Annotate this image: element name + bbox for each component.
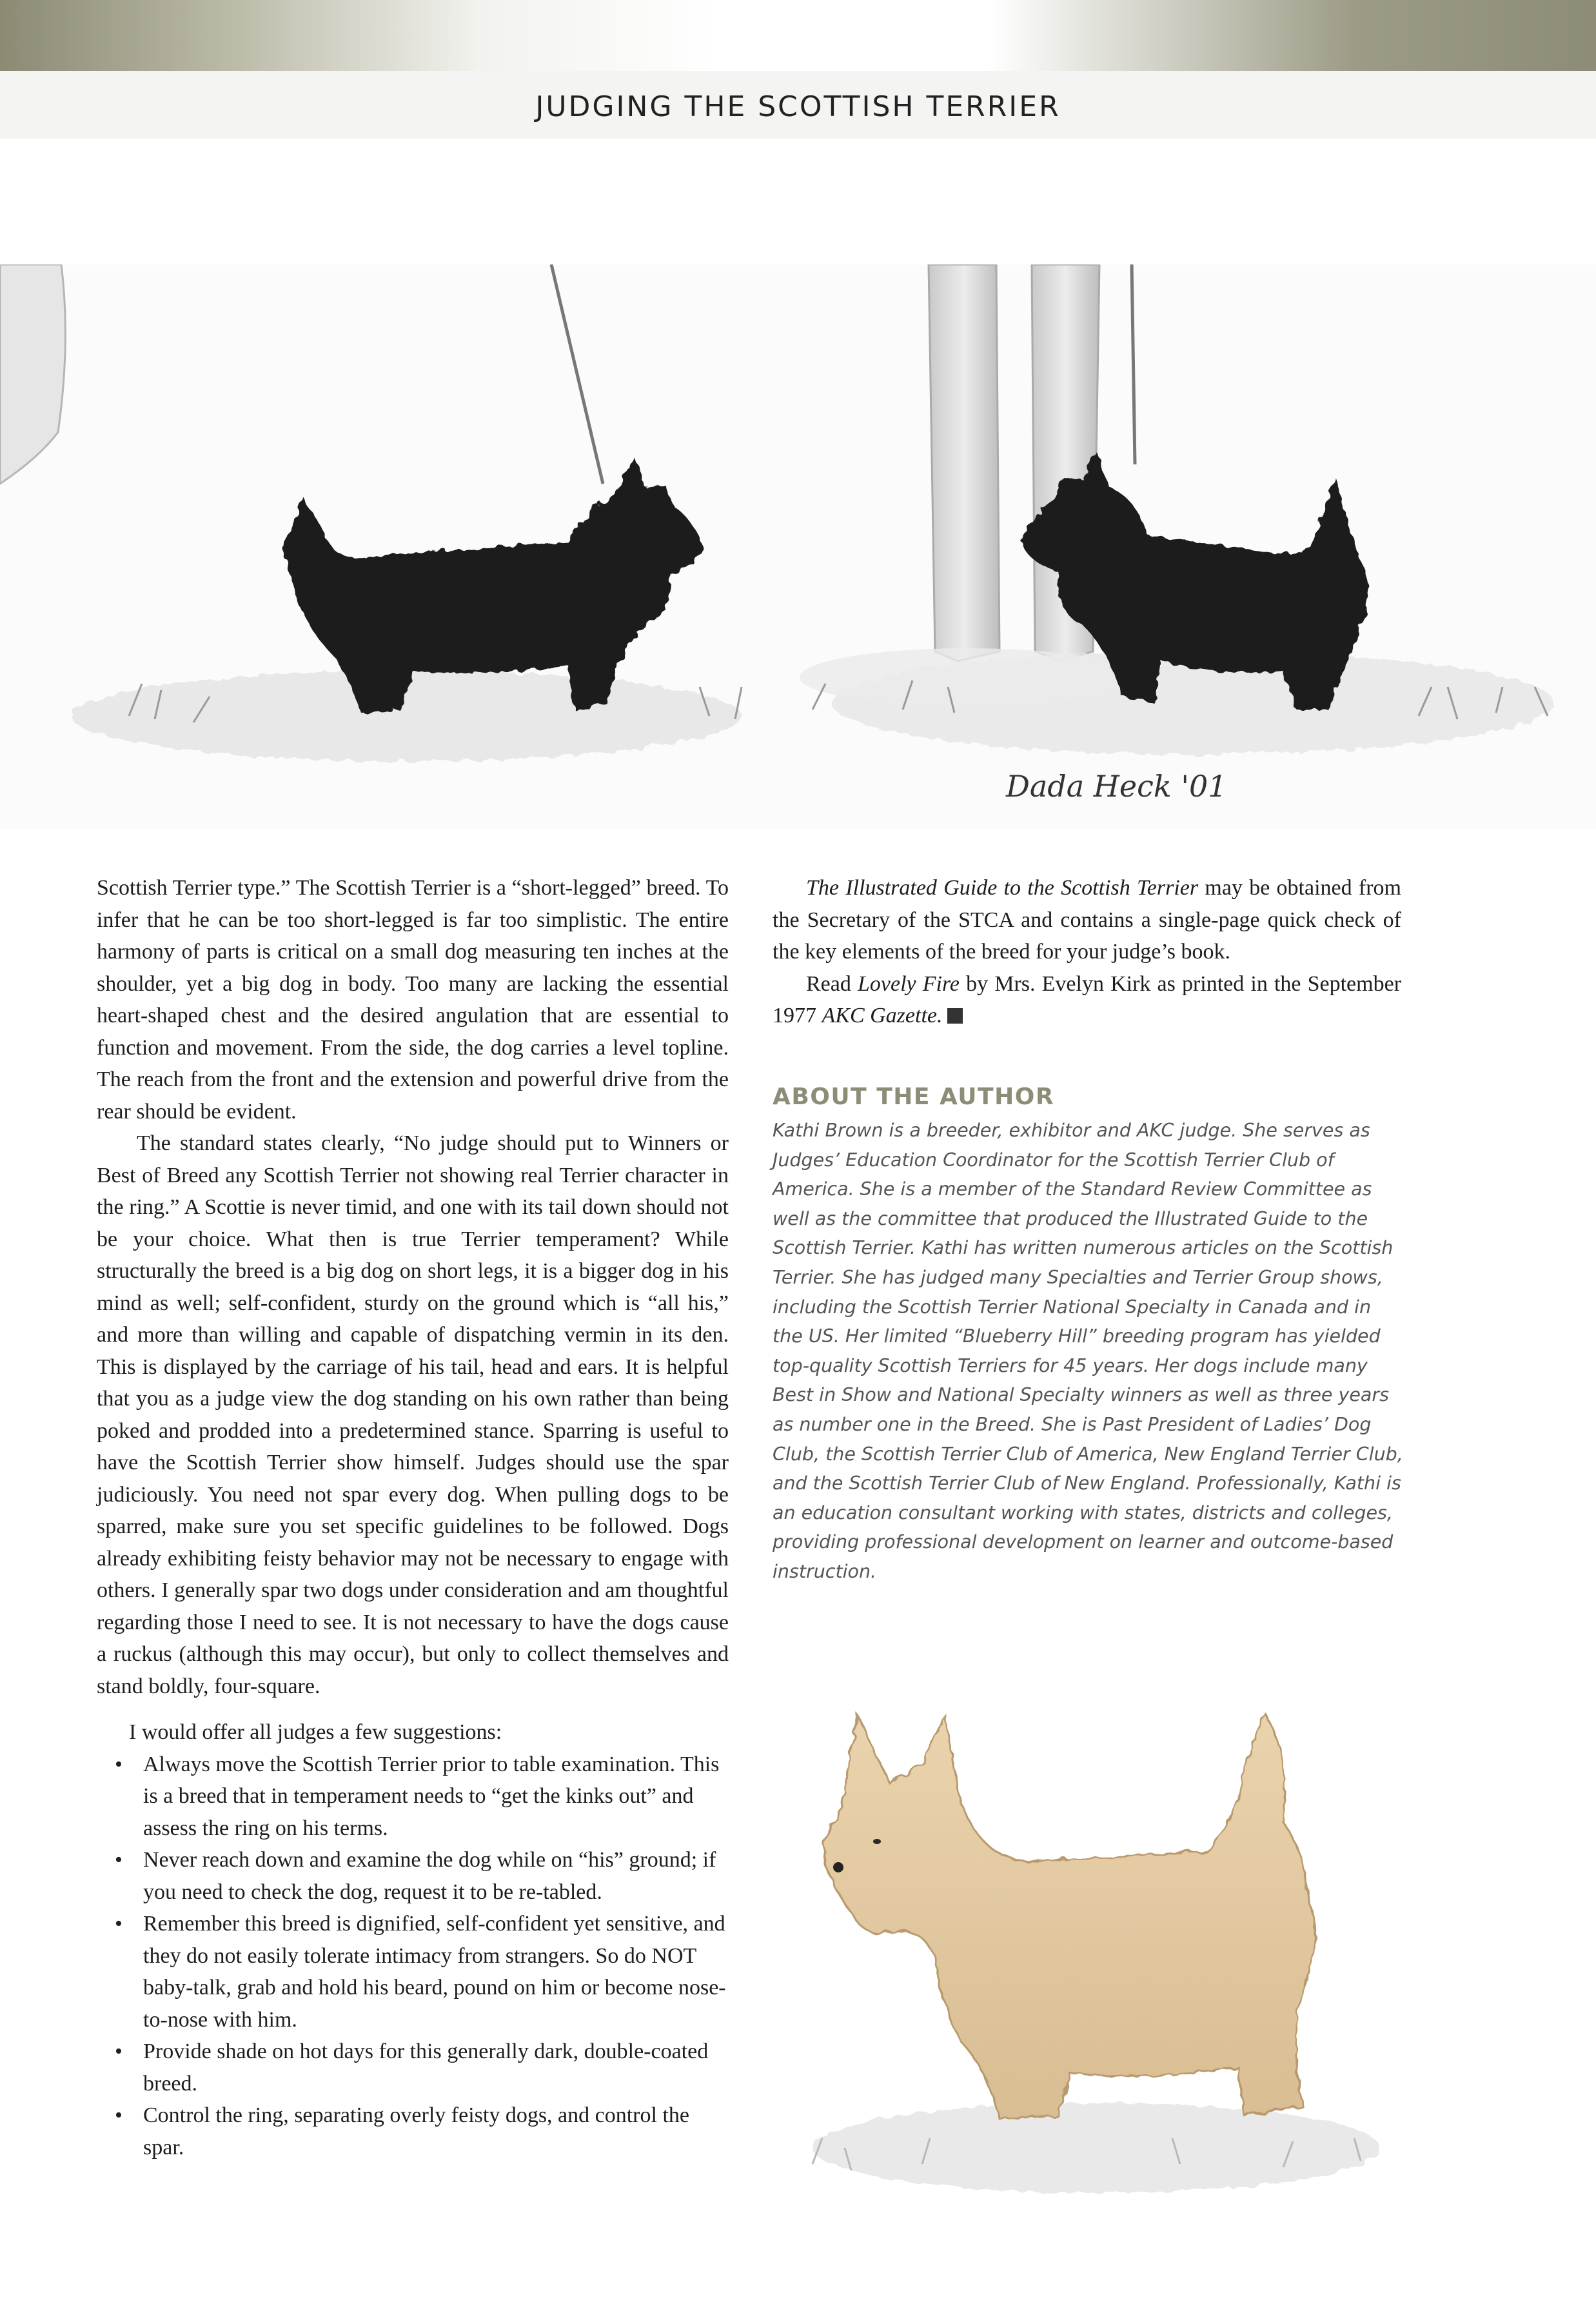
running-head: JUDGING THE SCOTTISH TERRIER xyxy=(535,90,1061,123)
wheaten-scottie xyxy=(824,1712,1314,2119)
bullet: • xyxy=(115,1752,123,1776)
bullet: • xyxy=(115,2103,123,2127)
list-item: • Always move the Scottish Terrier prior to table examination. This is a breed that in temperament needs to “get the kinks out” and assess the ring on his terms. xyxy=(143,1749,729,1845)
lead-right xyxy=(1132,264,1135,464)
list-item: • Never reach down and examine the dog while on “his” ground; if you need to check the dog, request it to be re-tabled. xyxy=(143,1844,729,1908)
about-author-bio: Kathi Brown is a breeder, exhibitor and AKC judge. She serves as Judges’ Education Coordinator for the Scottish Terrier Club of America. She is a member of the Standard Review Committee as well as the committee that produced the Illustrated Guide to the Scottish Terrier. Kathi has written numerous articles on the Scottish Terrier. She has judged many Specialties and Terrier Group shows, including the Scottish Terrier National Specialty in Canada and in the US. Her limited “Blueberry Hill” breeding program has yielded top-quality Scottish Terriers for 45 years. Her dogs include many Best in Show and National Specialty winners as well as three years as number one in the Breed. She is Past President of Ladies’ Dog Club, the Scottish Terrier Club of America, New England Terrier Club, and the Scottish Terrier Club of New England. Professionally, Kathi is an education consultant working with states, districts and colleges, providing professional development on learner and outcome-based instruction. xyxy=(773,1120,1403,1582)
lead-left xyxy=(551,264,603,484)
dog-nose xyxy=(833,1862,843,1872)
artist-signature: Dada Heck '01 xyxy=(1006,769,1227,804)
dog-eye xyxy=(873,1839,881,1844)
list-item: • Control the ring, separating overly feisty dogs, and control the spar. xyxy=(143,2099,729,2163)
wheaten-scottie-illustration xyxy=(793,1654,1406,2203)
bullet: • xyxy=(115,1848,123,1872)
about-author-heading: ABOUT THE AUTHOR xyxy=(773,1084,1055,1110)
ground-shadow xyxy=(813,2103,1380,2193)
handler-skirt xyxy=(0,264,65,484)
scottish-terriers-illustration xyxy=(0,264,1596,829)
publication-title: AKC Gazette. xyxy=(822,1004,943,1027)
suggestions-list xyxy=(97,1749,729,2164)
two-black-scotties-drawing xyxy=(0,264,1596,829)
paragraph: The standard states clearly, “No judge should put to Winners or Best of Breed any Scottish Terrier not showing real Terrier character in the ring.” A Scottie is never timid, and one with its tail down should not be your choice. What then is true Terrier temperament? While structurally the breed is a big dog on short legs, it is a bigger dog in his mind as well; self-confident, sturdy on the ground which is “all his,” and more than willing and capable of dispatching vermin in its den. This is displayed by the carriage of his tail, head and ears. It is helpful that you as a judge view the dog standing on his own rather than being poked and prodded into a predetermined stance. Sparring is useful to have the Scottish Terrier show himself. Judges should use the spar judiciously. You need not spar every dog. When pulling dogs to be sparred, make sure you set specific guidelines to be followed. Dogs already exhibiting feisty behavior may not be necessary to engage with others. I generally spar two dogs under consideration and am thoughtful regarding those I need to see. It is not necessary to have the dogs cause a ruckus (although this may occur), but only to collect themselves and stand boldly, four-square. xyxy=(97,1131,729,1698)
wheaten-scottie-drawing xyxy=(793,1654,1406,2203)
ground-shadow-center xyxy=(800,648,1135,706)
book-title: The Illustrated Guide to the Scottish Terrier xyxy=(806,876,1199,900)
paragraph: Read Lovely Fire by Mrs. Evelyn Kirk as printed in the September 1977 AKC Gazette. xyxy=(773,971,1402,1027)
top-decorative-band xyxy=(0,0,1596,71)
bullet: • xyxy=(115,1912,123,1936)
suggestions-intro: I would offer all judges a few suggestions: xyxy=(129,1720,502,1744)
list-item: • Remember this breed is dignified, self-confident yet sensitive, and they do not easily tolerate intimacy from strangers. So do NOT baby-talk, grab and hold his beard, pound on him or become nose-to-nose with him. xyxy=(143,1908,729,2036)
left-column xyxy=(97,872,729,2163)
book-title: Lovely Fire xyxy=(857,971,960,996)
list-item: • Provide shade on hot days for this generally dark, double-coated breed. xyxy=(143,2036,729,2099)
handler-leg-left xyxy=(929,264,1000,661)
end-of-article-mark xyxy=(947,1008,963,1024)
paragraph: The Illustrated Guide to the Scottish Terrier may be obtained from the Secretary of the STCA and contains a single-page quick check of the key elements of the breed for your judge’s book. xyxy=(773,876,1401,964)
paragraph: Scottish Terrier type.” The Scottish Terrier is a “short-legged” breed. To infer that he can be too short-legged is far too simplistic. The entire harmony of parts is critical on a small dog measuring ten inches at the shoulder, yet a big dog in body. Too many are lacking the essential heart-shaped chest and the desired angulation that are essential to function and movement. From the side, the dog carries a level topline. The reach from the front and the extension and powerful drive from the rear should be evident. xyxy=(97,876,729,1124)
right-column xyxy=(773,872,1401,1032)
bullet: • xyxy=(115,2039,123,2063)
